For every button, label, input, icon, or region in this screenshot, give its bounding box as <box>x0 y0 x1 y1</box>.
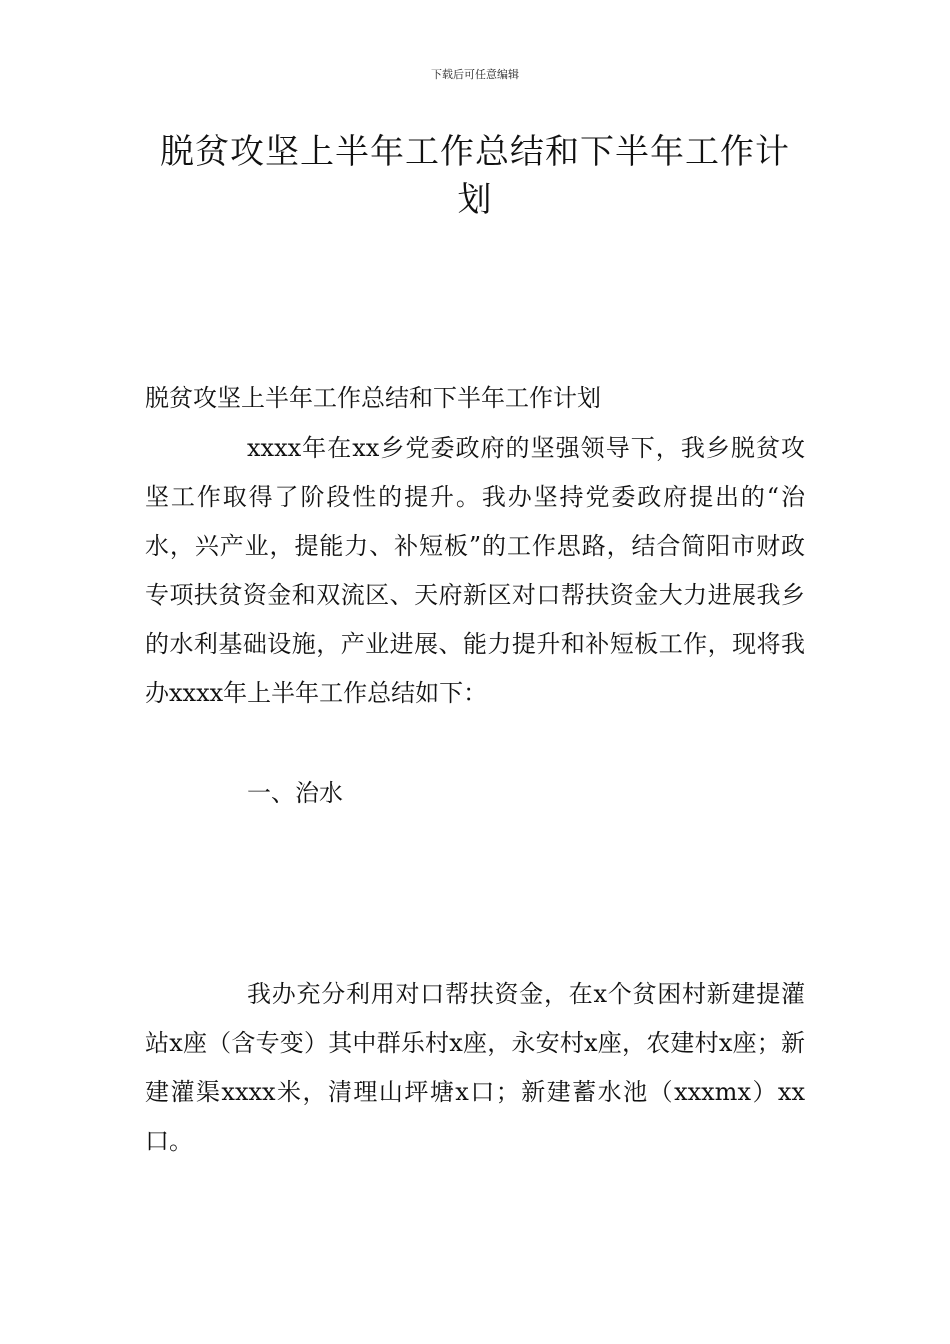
document-title: 脱贫攻坚上半年工作总结和下半年工作计划 <box>160 132 790 220</box>
document-subtitle: 脱贫攻坚上半年工作总结和下半年工作计划 <box>145 384 601 412</box>
section-heading-water: 一、治水 <box>247 779 343 807</box>
page-header-note: 下载后可任意编辑 <box>431 68 519 81</box>
intro-paragraph: xxxx年在xx乡党委政府的坚强领导下，我乡脱贫攻坚工作取得了阶段性的提升。我办坚持党委政府提出的“治水，兴产业，提能力、补短板”的工作思路，结合简阳市财政专项扶贫资金和双流区、天府新区对口帮扶资金大力进展我乡的水利基础设施，产业进展、能力提升和补短板工作，现将我办xxxx年上半年工作总结如下： <box>145 434 805 707</box>
section-paragraph-water: 我办充分利用对口帮扶资金，在x个贫困村新建提灌站x座（含专变）其中群乐村x座，永安村x座，农建村x座；新建灌渠xxxx米，清理山坪塘x口；新建蓄水池（xxxmx）xx口。 <box>145 980 805 1155</box>
